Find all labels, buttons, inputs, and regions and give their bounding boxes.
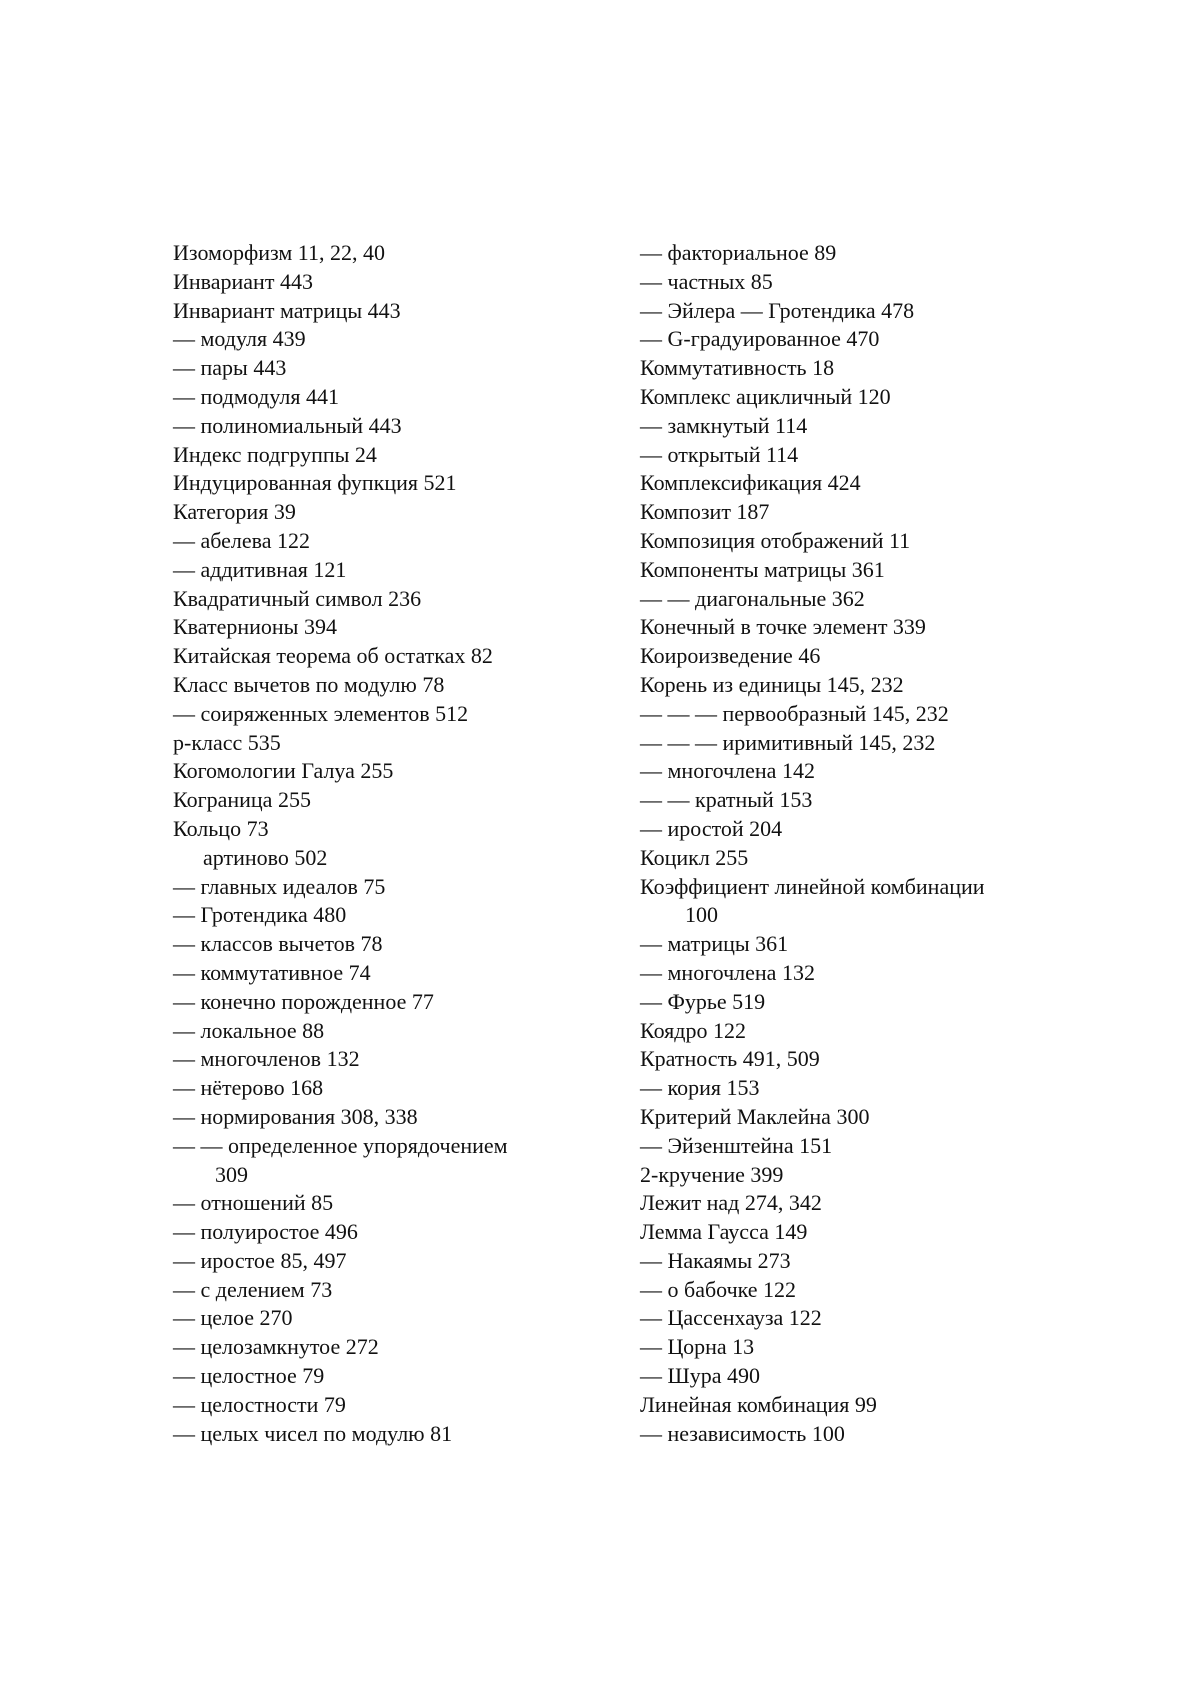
- index-entry: — с делением 73: [173, 1276, 333, 1302]
- index-entry: Коцикл 255: [640, 844, 749, 870]
- index-entry: Композиция отображений 11: [640, 527, 911, 553]
- index-entry: Лемма Гаусса 149: [640, 1219, 808, 1245]
- index-entry: — кория 153: [640, 1075, 760, 1101]
- index-entry: — замкнутый 114: [640, 412, 808, 438]
- index-column-right: [640, 239, 1040, 1448]
- index-entry: р-класс 535: [173, 729, 281, 755]
- index-entry: Индекс подгруппы 24: [173, 441, 377, 467]
- index-entry: — целозамкнутое 272: [173, 1334, 379, 1360]
- index-entry: Класс вычетов по модулю 78: [173, 671, 445, 697]
- index-entry: — целых чисел по модулю 81: [173, 1420, 453, 1446]
- index-entry: — иростой 204: [640, 815, 783, 841]
- index-entry: — целостное 79: [173, 1363, 325, 1389]
- index-entry: Когомологии Галуа 255: [173, 758, 394, 784]
- index-column-left: [173, 239, 573, 1448]
- index-entry: — открытый 114: [640, 441, 799, 467]
- index-entry: — — — иримитивный 145, 232: [640, 729, 936, 755]
- index-entry: — Гротендика 480: [173, 902, 347, 928]
- index-entry: Кольцо 73: [173, 815, 269, 841]
- index-entry: артиново 502: [203, 844, 328, 870]
- index-entry: Лежит над 274, 342: [640, 1190, 822, 1216]
- index-entry: — нётерово 168: [173, 1075, 324, 1101]
- index-entry-continuation: 100: [685, 902, 718, 928]
- index-entry: — многочленов 132: [173, 1046, 360, 1072]
- index-entry: Коироизведение 46: [640, 643, 821, 669]
- index-entry: — целое 270: [173, 1305, 293, 1331]
- index-entry: — подмодуля 441: [173, 383, 339, 409]
- index-entry: Индуцированная фупкция 521: [173, 470, 457, 496]
- index-entry: — частных 85: [640, 268, 773, 294]
- index-entry: — — — первообразный 145, 232: [640, 700, 949, 726]
- index-entry: Кватернионы 394: [173, 614, 337, 640]
- index-entry: — Накаямы 273: [640, 1247, 791, 1273]
- index-entry: — полиномиальный 443: [173, 412, 402, 438]
- index-entry: — нормирования 308, 338: [173, 1103, 418, 1129]
- index-entry: — — определенное упорядочением: [173, 1132, 508, 1158]
- index-entry: — о бабочке 122: [640, 1276, 797, 1302]
- index-entry: Коядро 122: [640, 1017, 746, 1043]
- index-entry: — полуиростое 496: [173, 1219, 358, 1245]
- index-entry: Коммутативность 18: [640, 355, 835, 381]
- index-entry: Кратность 491, 509: [640, 1046, 820, 1072]
- index-entry: — соиряженных элементов 512: [173, 700, 469, 726]
- index-entry: — многочлена 132: [640, 959, 815, 985]
- index-entry: — G-градуированное 470: [640, 326, 880, 352]
- index-entry: — — диагональные 362: [640, 585, 865, 611]
- index-entry: 2-кручение 399: [640, 1161, 784, 1187]
- index-entry: — классов вычетов 78: [173, 931, 383, 957]
- index-entry: Изоморфизм 11, 22, 40: [173, 240, 385, 265]
- index-entry: Конечный в точке элемент 339: [640, 614, 926, 640]
- index-entry: Линейная комбинация 99: [640, 1391, 877, 1417]
- index-entry: Комплексификация 424: [640, 470, 861, 496]
- index-entry: Комплекс ацикличный 120: [640, 383, 891, 409]
- index-entry: — — кратный 153: [640, 787, 813, 813]
- index-entry: — аддитивная 121: [173, 556, 347, 582]
- index-entry: — Цорна 13: [640, 1334, 755, 1360]
- index-entry: Компоненты матрицы 361: [640, 556, 885, 582]
- index-entry: Композит 187: [640, 499, 770, 525]
- index-entry: — независимость 100: [640, 1420, 845, 1446]
- index-entry: — факториальное 89: [640, 240, 837, 265]
- index-entry: — Фурье 519: [640, 988, 766, 1014]
- index-entry: Корень из единицы 145, 232: [640, 671, 904, 697]
- index-entry: — Эйлера — Гротендика 478: [640, 297, 915, 323]
- index-entry: — абелева 122: [173, 527, 311, 553]
- index-entry: — иростое 85, 497: [173, 1247, 347, 1273]
- index-entry: — отношений 85: [173, 1190, 334, 1216]
- index-entry: — целостности 79: [173, 1391, 346, 1417]
- index-entry: — пары 443: [173, 355, 287, 381]
- index-entry: — Шура 490: [640, 1363, 760, 1389]
- index-entry: — матрицы 361: [640, 931, 789, 957]
- index-entry: Китайская теорема об остатках 82: [173, 643, 493, 669]
- index-entry: — коммутативное 74: [173, 959, 371, 985]
- index-entry: Категория 39: [173, 499, 296, 525]
- index-entry: Квадратичный символ 236: [173, 585, 422, 611]
- index-entry: Коэффициент линейной комбинации: [640, 873, 985, 899]
- index-entry: — локальное 88: [173, 1017, 325, 1043]
- index-entry: — многочлена 142: [640, 758, 815, 784]
- index-entry: — Эйзенштейна 151: [640, 1132, 833, 1158]
- index-entry-continuation: 309: [215, 1161, 248, 1187]
- index-entry: Инвариант 443: [173, 268, 313, 294]
- index-entry: Инвариант матрицы 443: [173, 297, 401, 323]
- index-entry: Критерий Маклейна 300: [640, 1103, 870, 1129]
- index-entry: Кограница 255: [173, 787, 311, 813]
- index-entry: — модуля 439: [173, 326, 306, 352]
- index-entry: — главных идеалов 75: [173, 873, 386, 899]
- index-entry: — Цассенхауза 122: [640, 1305, 822, 1331]
- index-entry: — конечно порожденное 77: [173, 988, 434, 1014]
